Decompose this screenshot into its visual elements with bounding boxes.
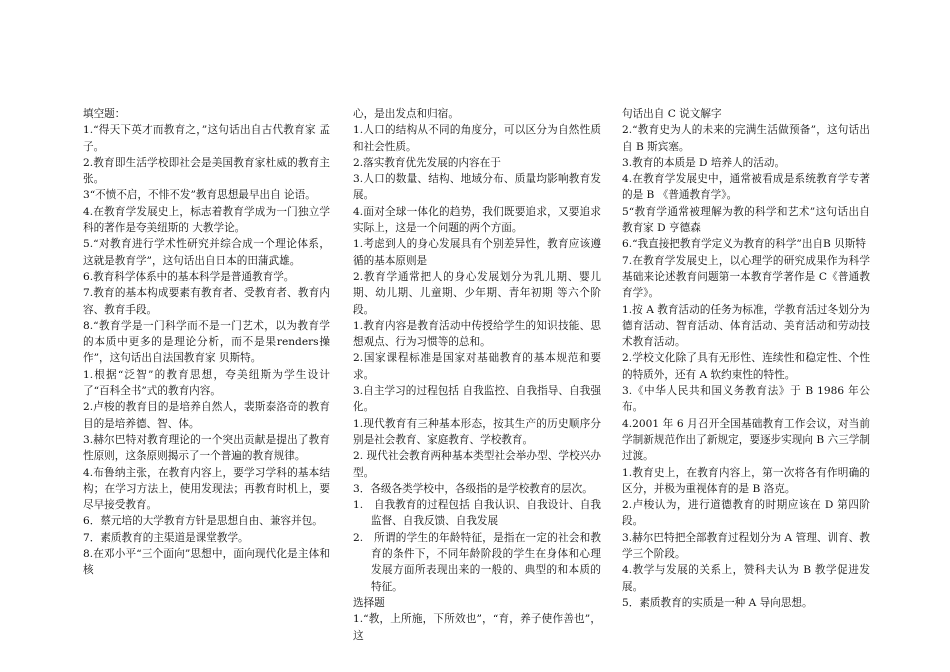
- paragraph-indented: 2. 所谓的学生的年龄特征，是指在一定的社会和教育的条件下，不同年龄阶段的学生在身体和心理发展方面所表现出来的一般的、典型的和本质的特征。: [353, 531, 601, 593]
- paragraph: 4.教学与发展的关系上，赞科夫认为 B 教学促进发展。: [622, 564, 870, 593]
- paragraph: 1.教育内容是教育活动中传授给学生的知识技能、思想观点、行为习惯等的总和。: [353, 319, 601, 349]
- text-column-right: [622, 106, 870, 611]
- paragraph: 1.人口的结构从不同的角度分，可以区分为自然性质和社会性质。: [353, 124, 601, 153]
- paragraph: 6．蔡元培的大学教育方针是思想自由、兼容并包。: [83, 515, 323, 528]
- paragraph: 2.卢梭的教育目的是培养自然人，裴斯泰洛奇的教育目的是培养德、智、体。: [83, 401, 330, 430]
- paragraph: 2. 现代社会教育两种基本类型社会举办型、学校兴办型。: [353, 450, 601, 479]
- paragraph: 5.“对教育进行学术性研究并综合成一个理论体系，这就是教育学”，这句话出自日本的田蒲武雄。: [83, 238, 330, 267]
- paragraph: 2.落实教育优先发展的内容在于: [353, 156, 501, 169]
- paragraph: 3.教育的本质是 D 培养人的活动。: [622, 156, 786, 169]
- paragraph: 4.2001 年 6 月召开全国基础教育工作会议，对当前学制新规范作出了新规定，要逐步实现向 B 六三学制过渡。: [622, 417, 870, 463]
- paragraph: 4.在教育学发展史中，通常被看成是系统教育学专著的是 B 《普通教育学》。: [622, 173, 870, 202]
- section-heading-multiple-choice: 选择题: [353, 596, 385, 609]
- paragraph: 1.根据“泛智”的教育思想，夸美纽斯为学生设计了“百科全书”式的教育内容。: [83, 368, 330, 398]
- section-heading-fill-in: 填空题：: [83, 108, 126, 120]
- paragraph: 6.教育科学体系中的基本科学是普通教育学。: [83, 270, 295, 283]
- paragraph: 4.在教育学发展史上，标志着教育学成为一门独立学科的著作是夸美纽斯的 大教学论。: [83, 205, 330, 235]
- paragraph: 5．素质教育的实质是一种 A 导向思想。: [622, 596, 813, 609]
- paragraph: 3.赫尔巴特把全部教育过程划分为 A 管理、训育、教学三个阶段。: [622, 531, 870, 561]
- paragraph: 1.“得天下英才而教育之，”这句话出自古代教育家 孟子。: [83, 124, 330, 153]
- paragraph: 心，是出发点和归宿。: [353, 108, 459, 120]
- paragraph: 2.学校文化除了具有无形性、连续性和稳定性、个性的特质外，还有 A 软约束性的特性。: [622, 352, 870, 381]
- paragraph: 1.现代教育有三种基本形态，按其生产的历史顺序分别是社会教育、家庭教育、学校教育。: [353, 417, 601, 446]
- text-column-left: [83, 106, 330, 579]
- paragraph: 1.按 A 教育活动的任务为标准，学教育活过冬划分为德育活动、智育活动、体育活动、美育活动和劳动技术教育活动。: [622, 303, 870, 349]
- paragraph: 4.面对全球一体化的趋势，我们既要追求，又要追求 实际上，这是一个问题的两个方面。: [353, 205, 601, 235]
- paragraph: 3“不愤不启，不悱不发”教育思想最早出自 论语。: [83, 189, 316, 202]
- paragraph: 4.布鲁纳主张，在教育内容上，要学习学科的基本结构；在学习方法上，使用发现法；再教育时机上，要尽早接受教育。: [83, 466, 330, 512]
- paragraph: 2.“教育史为人的未来的完满生活做预备”，这句话出自 B 斯宾塞。: [622, 124, 870, 153]
- paragraph: 3.自主学习的过程包括 自我监控、自我指导、自我强化。: [353, 385, 601, 414]
- paragraph: 1.考虑到人的身心发展具有个别差异性，教育应该遵循的基本原则是: [353, 238, 601, 267]
- paragraph: 8.“教育学是一门科学而不是一门艺术，以为教育学的本质中更多的是理论分析，而不是果renders操作”，这句话出自法国教育家 贝斯特。: [83, 319, 330, 365]
- paragraph: 2.教育学通常把人的身心发展划分为乳儿期、婴儿期、幼儿期、儿童期、少年期、青年初期 等六个阶段。: [353, 270, 601, 316]
- paragraph: 6.“我直接把教育学定义为教育的科学”出自B 贝斯特: [622, 238, 866, 251]
- paragraph: 1.“教，上所施，下所效也”，“育，养子使作善也”，这: [353, 613, 601, 642]
- paragraph: 2.国家课程标准是国家对基础教育的基本规范和要求。: [353, 352, 601, 381]
- text-column-middle: [353, 106, 601, 644]
- paragraph: 3.人口的数量、结构、地域分布、质量均影响教育发展。: [353, 173, 601, 202]
- paragraph: 2.卢梭认为，进行道德教育的时期应该在 D 第四阶段。: [622, 499, 870, 528]
- paragraph: 句话出自 C 说文解字: [622, 108, 722, 120]
- paragraph-indented: 1. 自我教育的过程包括 自我认识、自我设计、自我监督、自我反馈、自我发展: [353, 499, 601, 528]
- paragraph: 2.教育即生活学校即社会是美国教育家杜威的教育主张。: [83, 156, 330, 186]
- paragraph: 1.教育史上，在教育内容上，第一次将各有作明确的区分，并极为重视体育的是 B 洛克。: [622, 466, 870, 495]
- paragraph: 3.赫尔巴特对教育理论的一个突出贡献是提出了教育性原则，这条原则揭示了一个普遍的教育规律。: [83, 433, 330, 463]
- paragraph: 3．各级各类学校中，各级指的是学校教育的层次。: [353, 482, 593, 495]
- paragraph: 7．素质教育的主渠道是课堂教学。: [83, 531, 249, 544]
- paragraph: 7.教育的基本构成要素有教育者、受教育者、教育内容、教育手段。: [83, 287, 330, 316]
- paragraph: 7.在教育学发展史上，以心理学的研究成果作为科学基础来论述教育问题第一本教育学著作是 C《普通教育学》。: [622, 254, 870, 300]
- paragraph: 3.《中华人民共和国义务教育法》于 B 1986 年公布。: [622, 385, 870, 414]
- paragraph: 8.在邓小平“三个面向”思想中，面向现代化是主体和核: [83, 548, 330, 577]
- paragraph: 5“教育学通常被理解为教的科学和艺术”这句话出自教育家 D 亨德森: [622, 205, 870, 235]
